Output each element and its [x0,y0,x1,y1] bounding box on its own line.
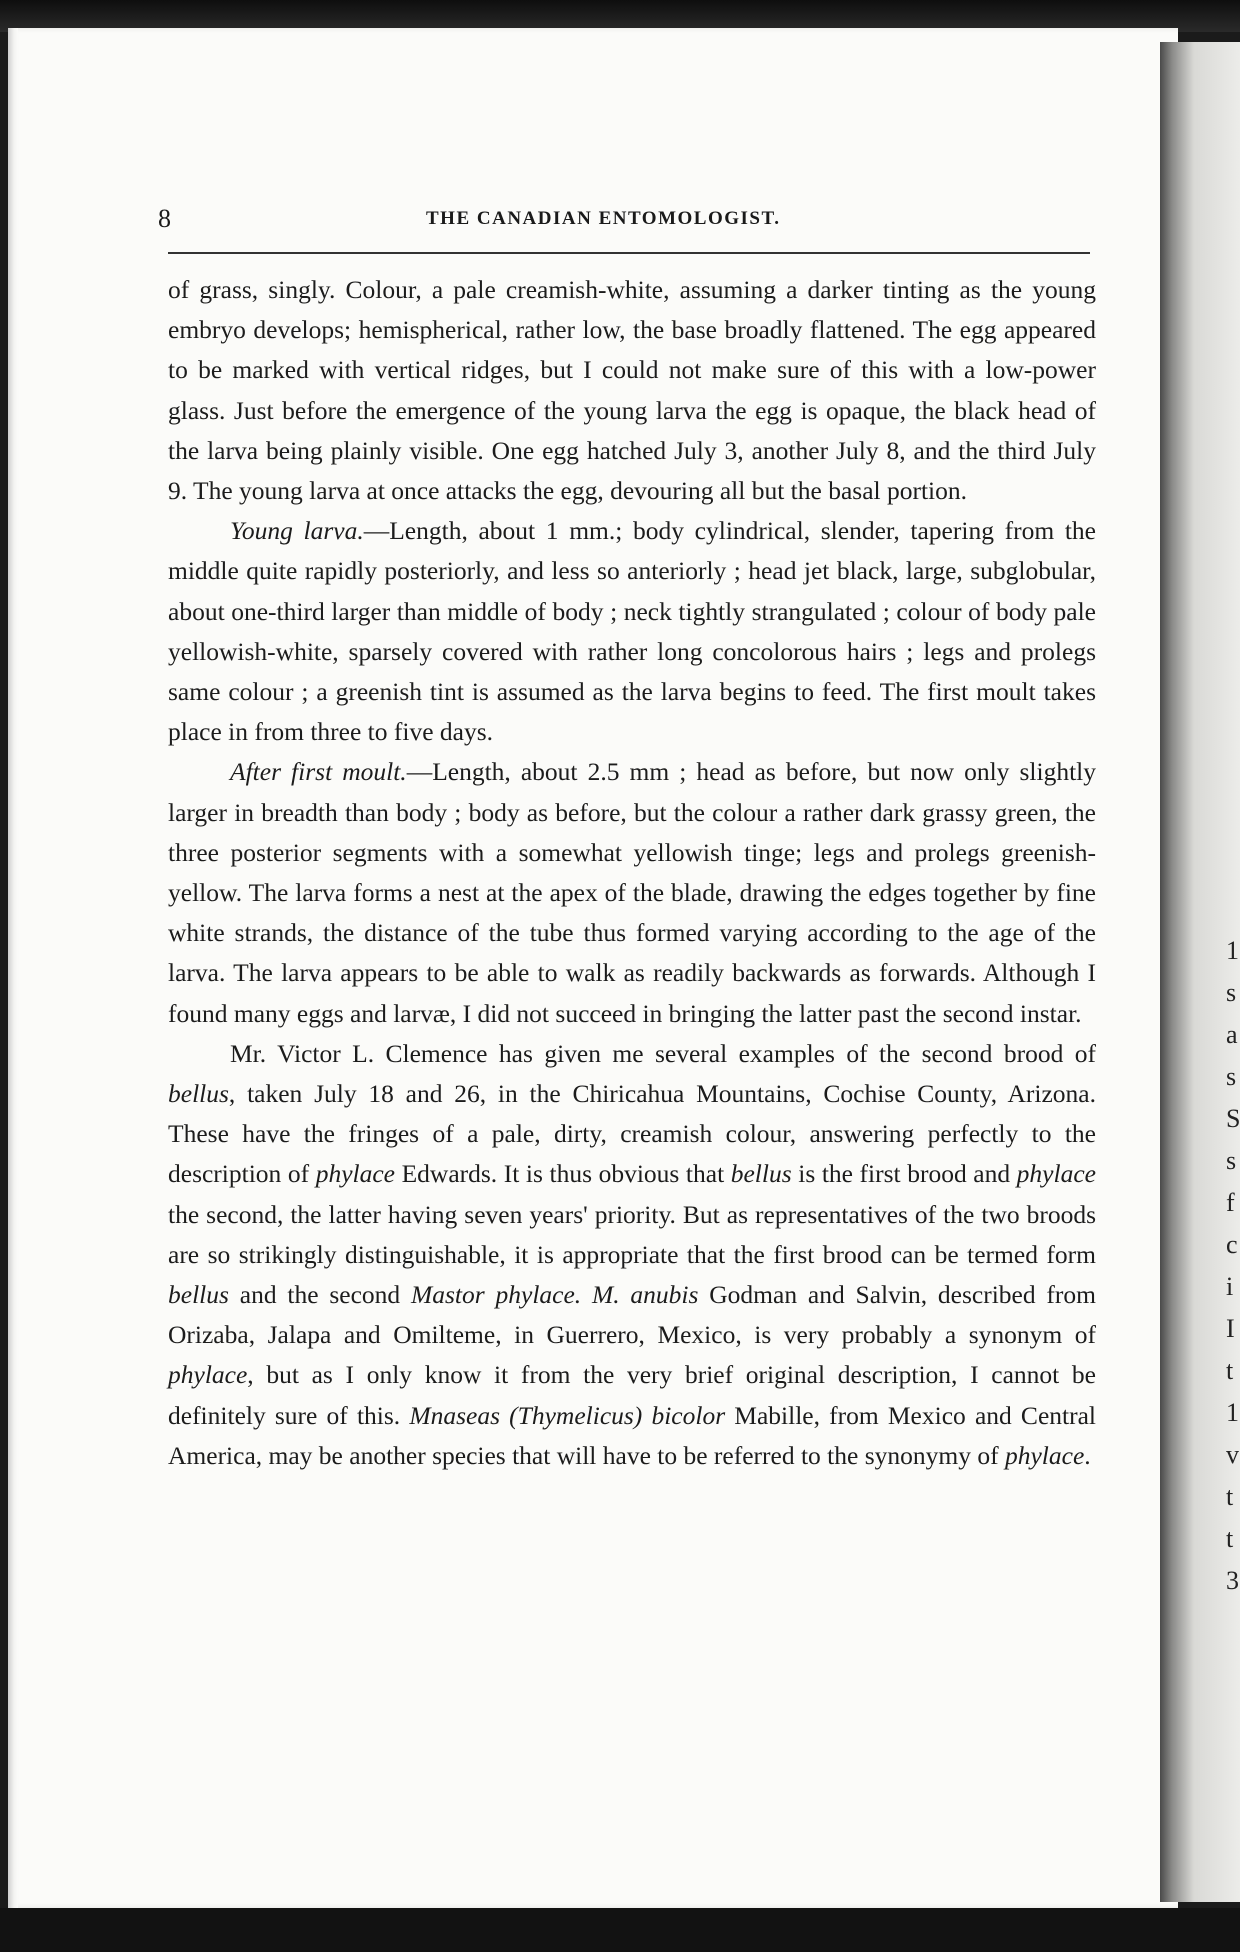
section-heading: After first moult. [230,757,407,787]
fragment: v [1226,1440,1239,1469]
fragment: f [1226,1188,1235,1217]
fragment: 3 [1226,1566,1239,1595]
text-run: the second, the latter having seven years' priority. But as representatives of the two broods are so strikingly distinguishable, it is appropriate that the first brood can be termed form [168,1199,1096,1269]
fragment: 1 [1226,1398,1239,1427]
paragraph-young-larva [168,511,1096,752]
paragraph-first-moult [168,752,1096,1033]
article-body [168,270,1096,1476]
fragment: i [1226,1272,1234,1301]
fragment: t [1226,1524,1234,1553]
fragment: I [1226,1314,1235,1343]
paragraph-text: —Length, about 1 mm.; body cylindrical, slender, tapering from the middle quite rapidly posteriorly, and less so anteriorly ; head jet black, large, subglobular, about one-third larger than middle of body ; neck tightly strangulated ; colour of body pale yellowish-white, sparsely covered with rather long concolorous hairs ; legs and prolegs same colour ; a greenish tint is assumed as the larva begins to feed. The first moult takes place in from three to five days. [168,516,1096,747]
fragment: c [1226,1230,1238,1259]
fragment: S [1226,1104,1240,1133]
fragment: t [1226,1356,1234,1385]
species-name: bellus [730,1159,792,1189]
text-run: Godman and Salvin, described from Orizaba, Jalapa and Omilteme, in Guerrero, Mexico, is very probably a synonym of [168,1280,1097,1350]
species-name: phylace [315,1159,395,1189]
running-head: THE CANADIAN ENTOMOLOGIST. [426,208,781,229]
section-heading: Young larva. [230,516,364,546]
fragment: s [1226,1146,1237,1175]
paragraph-clemence [168,1034,1096,1476]
species-name: phylace [1016,1159,1096,1189]
text-run: , but as I only know it from the very brief original description, I cannot be definitely sure of this. [168,1360,1096,1430]
paragraph-text: of grass, singly. Colour, a pale creamish-white, assuming a darker tinting as the young embryo develops; hemispherical, rather low, the base broadly flattened. The egg appeared to be marked with vertical ridges, but I could not make sure of this with a low-power glass. Just before the emergence of the young larva the egg is opaque, the black head of the larva being plainly visible. One egg hatched July 3, another July 8, and the third July 9. The young larva at once attacks the egg, devouring all but the basal portion. [168,275,1096,506]
text-run: and the second [228,1280,411,1310]
page-header [158,200,1096,244]
text-run: , taken July 18 and 26, in the Chiricahua Mountains, Cochise County, Arizona. These have the fringes of a pale, dirty, creamish colour, answering perfectly to the description of [168,1079,1096,1189]
fragment: 1 [1226,936,1239,965]
text-run: Mr. Victor L. Clemence has given me several examples of the second brood of [230,1038,1096,1068]
adjacent-page-text-fragments [1226,930,1240,1602]
species-name: bellus [168,1079,229,1109]
page-number: 8 [158,204,171,233]
species-name: Mnaseas (Thymelicus) bicolor [409,1400,726,1430]
paragraph-text: —Length, about 2.5 mm ; head as before, but now only slightly larger in breadth than body ; body as before, but the colour a rather dark grassy green, the three posterior segments with a somewhat yellowish tinge; legs and prolegs greenish-yellow. The larva forms a nest at the apex of the blade, drawing the edges together by fine white strands, the distance of the tube thus formed varying according to the age of the larva. The larva appears to be able to walk as readily backwards as forwards. Although I found many eggs and larvæ, I did not succeed in bringing the latter past the second instar. [168,757,1096,1028]
species-name: bellus [168,1280,229,1310]
fragment: a [1226,1020,1238,1049]
paragraph-egg [168,270,1096,511]
species-name: phylace [168,1360,248,1390]
scan-bottom-border [0,1908,1240,1952]
header-rule [168,252,1090,254]
species-name: phylace [1004,1440,1085,1470]
fragment: s [1226,978,1237,1007]
fragment: s [1226,1062,1237,1091]
species-name: Mastor phylace. M. anubis [411,1280,699,1310]
text-run: is the first brood and [791,1159,1017,1189]
text-run: . [1084,1440,1091,1470]
page-gutter-edge [8,28,18,1908]
text-run: Edwards. It is thus obvious that [395,1159,731,1189]
text-run: Mabille, from Mexico and Central America, may be another species that will have to be referred to the synonymy of [168,1400,1096,1470]
fragment: t [1226,1482,1234,1511]
